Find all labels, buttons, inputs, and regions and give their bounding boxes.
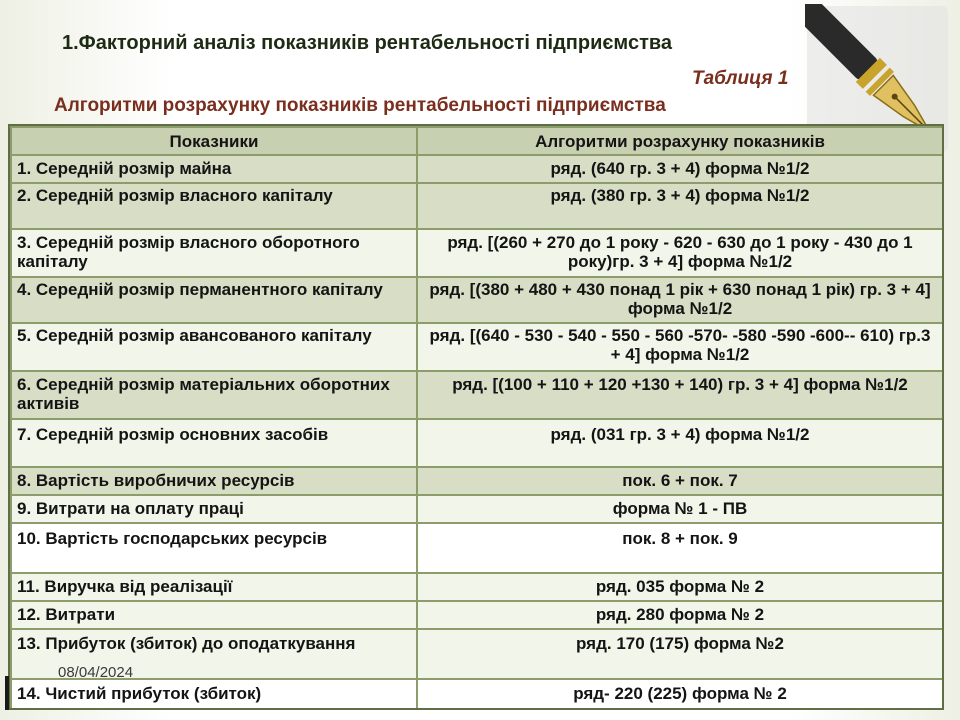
algorithm-cell: ряд. 035 форма № 2 — [418, 574, 942, 600]
table-row — [10, 574, 942, 600]
indicator-cell: 13. Прибуток (збиток) до оподаткування — [12, 630, 416, 678]
table-row — [10, 420, 942, 466]
indicator-cell: 2. Середній розмір власного капіталу — [12, 184, 416, 228]
slide-title: 1.Факторний аналіз показників рентабельності підприємства — [62, 32, 673, 54]
table-row — [10, 184, 942, 228]
algorithm-cell: пок. 8 + пок. 9 — [418, 524, 942, 572]
table-header-row — [10, 128, 942, 154]
algorithm-cell: пок. 6 + пок. 7 — [418, 468, 942, 494]
indicator-cell: 5. Середній розмір авансованого капіталу — [12, 324, 416, 370]
header-indicators: Показники — [12, 128, 416, 154]
indicator-cell: 12. Витрати — [12, 602, 416, 628]
indicator-cell: 14. Чистий прибуток (збиток) — [12, 680, 416, 708]
table-caption: Алгоритми розрахунку показників рентабельності підприємства — [54, 95, 666, 116]
indicator-cell: 7. Середній розмір основних засобів — [12, 420, 416, 466]
algorithm-cell: ряд. 170 (175) форма №2 — [418, 630, 942, 678]
table-row — [10, 372, 942, 418]
indicator-cell: 11. Виручка від реалізації — [12, 574, 416, 600]
indicator-cell: 8. Вартість виробничих ресурсів — [12, 468, 416, 494]
table-row — [10, 230, 942, 276]
table-row — [10, 524, 942, 572]
table-row — [10, 156, 942, 182]
indicator-cell: 10. Вартість господарських ресурсів — [12, 524, 416, 572]
indicator-cell: 6. Середній розмір матеріальних оборотних активів — [12, 372, 416, 418]
indicator-cell: 3. Середній розмір власного оборотного капіталу — [12, 230, 416, 276]
table-row — [10, 602, 942, 628]
algorithm-cell: ряд. (640 гр. 3 + 4) форма №1/2 — [418, 156, 942, 182]
left-accent-bar — [5, 676, 9, 710]
algorithm-cell: ряд. (031 гр. 3 + 4) форма №1/2 — [418, 420, 942, 466]
slide-date: 08/04/2024 — [58, 664, 134, 681]
indicator-cell: 1. Середній розмір майна — [12, 156, 416, 182]
indicators-table — [8, 124, 944, 710]
algorithm-cell: форма № 1 - ПВ — [418, 496, 942, 522]
header-algorithms: Алгоритми розрахунку показників — [418, 128, 942, 154]
algorithm-cell: ряд. (380 гр. 3 + 4) форма №1/2 — [418, 184, 942, 228]
table-row — [10, 680, 942, 708]
algorithm-cell: ряд- 220 (225) форма № 2 — [418, 680, 942, 708]
algorithm-cell: ряд. [(380 + 480 + 430 понад 1 рік + 630 понад 1 рік) гр. 3 + 4] форма №1/2 — [418, 278, 942, 322]
table-row — [10, 468, 942, 494]
table-number: Таблиця 1 — [692, 68, 789, 89]
table-row — [10, 496, 942, 522]
algorithm-cell: ряд. [(100 + 110 + 120 +130 + 140) гр. 3 + 4] форма №1/2 — [418, 372, 942, 418]
table-row — [10, 630, 942, 678]
algorithm-cell: ряд. 280 форма № 2 — [418, 602, 942, 628]
algorithm-cell: ряд. [(260 + 270 до 1 року - 620 - 630 до 1 року - 430 до 1 року)гр. 3 + 4] форма №1/2 — [418, 230, 942, 276]
algorithm-cell: ряд. [(640 - 530 - 540 - 550 - 560 -570- -580 -590 -600-- 610) гр.3 + 4] форма №1/2 — [418, 324, 942, 370]
indicator-cell: 9. Витрати на оплату праці — [12, 496, 416, 522]
table-row — [10, 324, 942, 370]
indicator-cell: 4. Середній розмір перманентного капіталу — [12, 278, 416, 322]
table-row — [10, 278, 942, 322]
